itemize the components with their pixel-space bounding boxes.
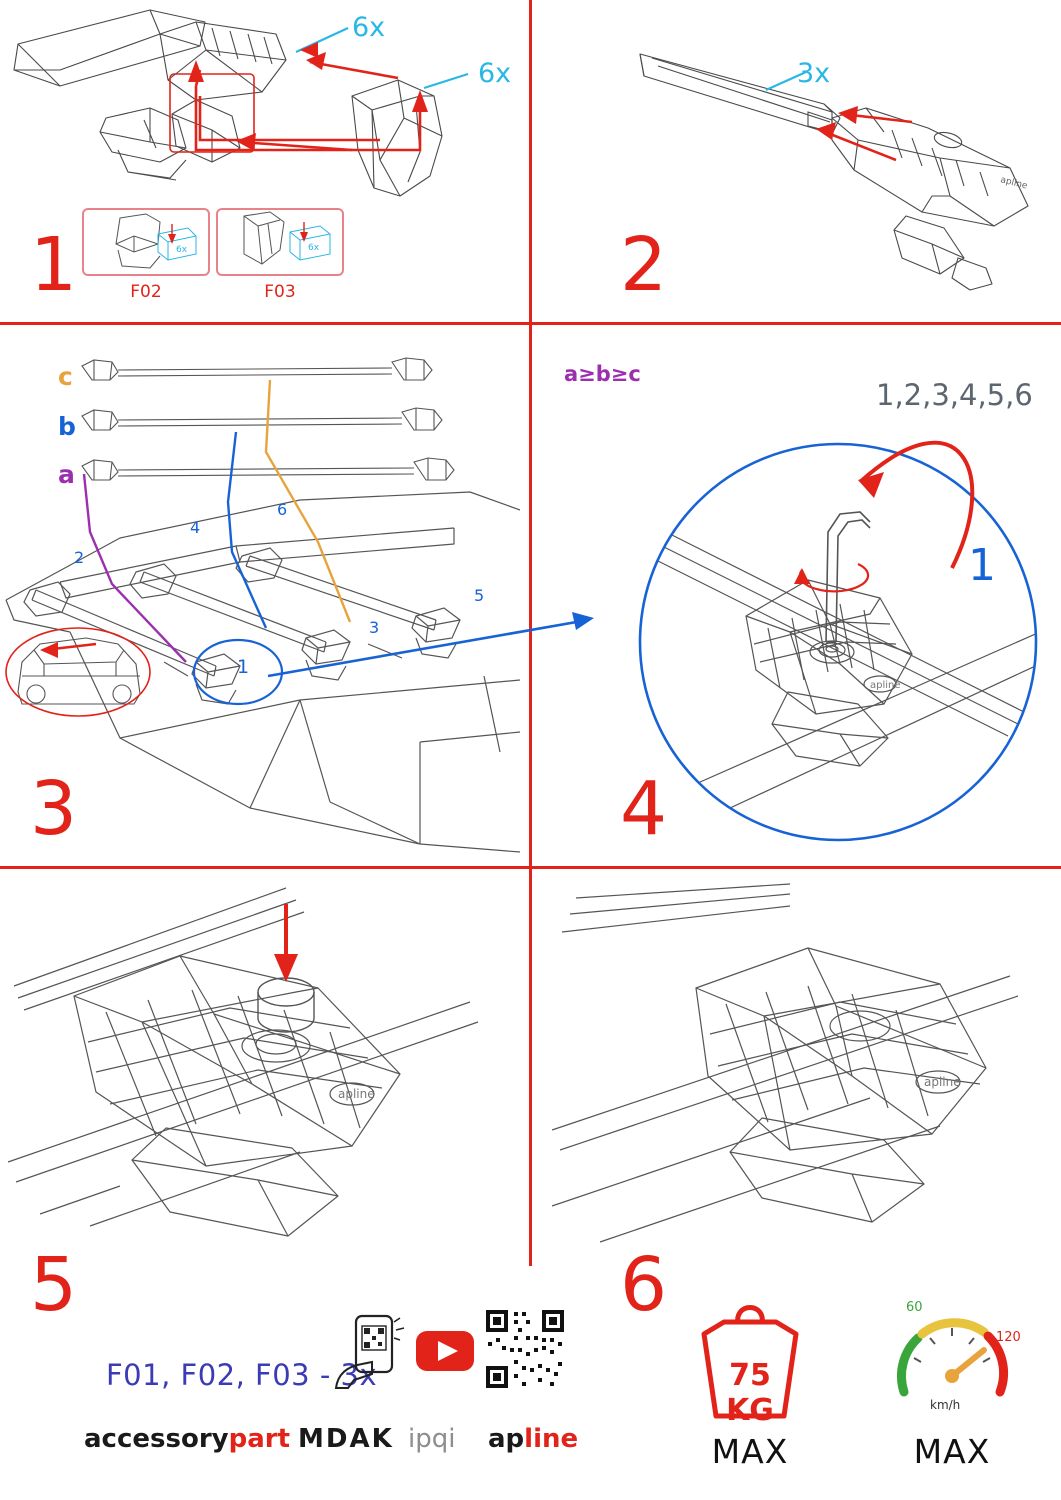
- step2-qty-label: 3x: [797, 58, 831, 89]
- step-3-illustration: [0, 332, 529, 866]
- step1-qty-right-label: 6x: [478, 58, 512, 89]
- step-2-illustration: [540, 0, 1061, 322]
- bar-label-b: b: [58, 412, 76, 441]
- brand-mdak: [298, 1424, 394, 1454]
- section-divider-vertical-lower: [529, 866, 532, 1266]
- step-number-6: 6: [620, 1242, 668, 1328]
- part-code-f02: F02: [130, 282, 162, 302]
- callout-number-2: 2: [74, 548, 85, 567]
- brand-ipqi-label: ipqi: [408, 1424, 456, 1454]
- brand-accessorypart: [84, 1424, 290, 1454]
- svg-text:6x: 6x: [176, 245, 188, 255]
- step-4-illustration: [540, 332, 1061, 866]
- brand-mdak-suffix: AK: [349, 1424, 394, 1454]
- section-divider-vertical-mid: [529, 322, 532, 866]
- bolt-tightening-order: [876, 378, 1033, 412]
- svg-text:apline: apline: [924, 1075, 961, 1089]
- step-number-4: 4: [620, 766, 668, 852]
- brand-accessorypart-prefix: accessory: [84, 1424, 229, 1454]
- qr-code-icon[interactable]: [484, 1308, 566, 1390]
- callout-number-6: 6: [277, 500, 288, 519]
- step-number-1: 1: [30, 222, 78, 308]
- youtube-icon[interactable]: [415, 1330, 475, 1372]
- brand-ipqi: [408, 1424, 455, 1454]
- brand-mdak-prefix: MD: [298, 1424, 350, 1454]
- speed-tick-120: 120: [996, 1330, 1021, 1345]
- brand-apline: [488, 1424, 578, 1454]
- brand-apline-suffix: line: [524, 1424, 579, 1454]
- speed-unit-label: km/h: [930, 1398, 961, 1412]
- step-number-3: 3: [30, 766, 78, 852]
- speed-tick-60: 60: [906, 1300, 923, 1315]
- callout-number-3: 3: [369, 618, 380, 637]
- step-number-2: 2: [620, 222, 668, 308]
- bolt-order-text: 1,2,3,4,5,6: [876, 378, 1033, 412]
- step4-detail-number: 1: [968, 540, 996, 591]
- svg-text:6x: 6x: [308, 243, 320, 253]
- part-code-f03: F03: [264, 282, 296, 302]
- part-box-f02: [82, 208, 210, 276]
- callout-number-5: 5: [474, 586, 485, 605]
- footer-parts-note: F01, F02, F03 - 3x: [106, 1358, 378, 1392]
- callout-number-1: 1: [237, 656, 250, 678]
- bar-label-a: a: [58, 460, 75, 489]
- svg-text:apline: apline: [338, 1087, 375, 1101]
- step-6-illustration: [540, 876, 1061, 1266]
- weight-limit-value: 75 KG: [726, 1358, 774, 1428]
- section-divider-vertical-top: [529, 0, 532, 322]
- svg-text:apline: apline: [999, 175, 1029, 192]
- brand-accessorypart-suffix: part: [228, 1424, 291, 1454]
- svg-text:apline: apline: [870, 680, 901, 691]
- bar-length-inequality: a≥b≥c: [564, 362, 641, 386]
- step-5-illustration: [0, 876, 529, 1266]
- callout-number-4: 4: [190, 518, 201, 537]
- step-number-5: 5: [30, 1242, 78, 1328]
- phone-qr-scan-icon: [328, 1314, 408, 1390]
- part-box-f03: [216, 208, 344, 276]
- bar-label-c: c: [58, 362, 73, 391]
- step1-qty-top-label: 6x: [352, 12, 386, 43]
- speed-max-label: MAX: [913, 1432, 991, 1471]
- weight-max-label: MAX: [711, 1432, 789, 1471]
- brand-apline-prefix: ap: [488, 1424, 525, 1454]
